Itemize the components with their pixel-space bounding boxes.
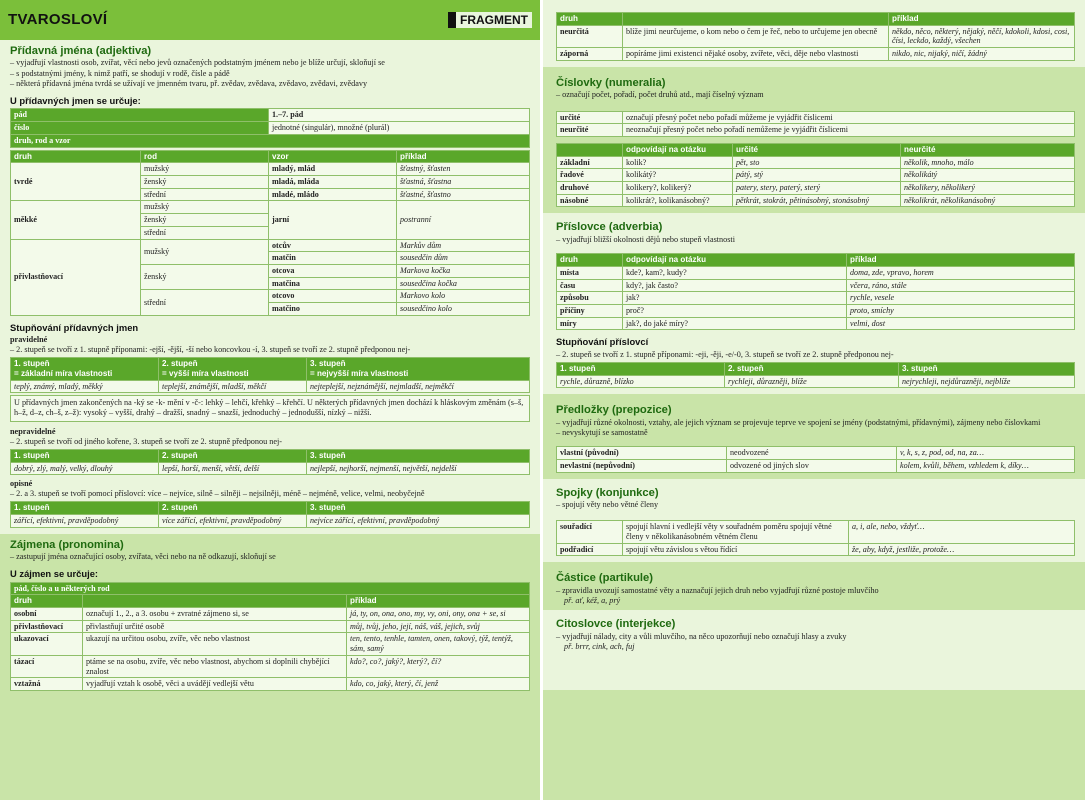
- cell: velmi, dost: [847, 317, 1075, 330]
- cell: neoznačují přesný počet nebo pořadí nemůžeme je vyjádřit číslicemi: [623, 124, 1075, 137]
- adj-determ-table: [10, 108, 530, 147]
- cell: střední: [141, 188, 269, 201]
- page-title: TVAROSLOVÍ: [8, 11, 108, 28]
- part-desc: – zpravidla uvozují samostatné věty a naznačují jejich druh nebo vyjadřují různé postoje mluvčího: [556, 585, 879, 595]
- th: neurčité: [901, 143, 1075, 156]
- cell: Markův dům: [397, 239, 530, 252]
- cell: včera, ráno, stále: [847, 279, 1075, 292]
- header-bar: [0, 0, 540, 40]
- adj-desc-2: – s podstatnými jmény, k nimž patří, se shodují v rodě, čísle a pádě: [10, 68, 230, 78]
- cell: sousedčin dům: [397, 252, 530, 265]
- cell: můj, tvůj, jeho, její, náš, váš, jejich, svůj: [347, 620, 530, 633]
- adj-step-table: [10, 357, 530, 393]
- cell: osobní: [11, 608, 83, 621]
- cell: číslo: [11, 122, 269, 135]
- conj-title: Spojky (konjunkce): [556, 486, 659, 499]
- cell: neurčité: [557, 124, 623, 137]
- conj-table: [556, 520, 1075, 556]
- interjections-section: [543, 610, 1085, 690]
- th: určité: [733, 143, 901, 156]
- cell: ženský: [141, 175, 269, 188]
- interj-title: Citoslovce (interjekce): [556, 618, 676, 631]
- cell: postranní: [397, 201, 530, 239]
- adj-prav: pravidelné: [10, 335, 48, 344]
- num-def-table: [556, 111, 1075, 137]
- cell: neodvozené: [727, 447, 897, 460]
- cell: míry: [557, 317, 623, 330]
- cell: příčiny: [557, 304, 623, 317]
- cell: kolikátý?: [623, 169, 733, 182]
- cell: druh, rod a vzor: [11, 134, 530, 147]
- cell: jak?: [623, 292, 847, 305]
- adj-prav-desc: – 2. stupeň se tvoří z 1. stupně příponami: -ejší, -ější, -ší nebo koncovkou -í, 3. stupeň se tvoří ze 2. stupně předponou nej-: [10, 344, 411, 354]
- cell: rychle, důrazně, blízko: [557, 375, 725, 388]
- cell: měkké: [11, 201, 141, 239]
- th: = vyšší míra vlastnosti: [162, 368, 249, 378]
- th: rod: [141, 150, 269, 163]
- adverbs-section: [543, 213, 1085, 394]
- cell: matčino: [269, 303, 397, 316]
- right-column: [543, 0, 1085, 800]
- adj-desc-1: – vyjadřují vlastnosti osob, zvířat, věcí nebo jevů označených podstatným jménem nebo je blíže určují, skloňují se: [10, 58, 385, 68]
- cell: nejrychleji, nejdůrazněji, nejblíže: [899, 375, 1075, 388]
- particles-section: [543, 562, 1085, 610]
- th: druh: [557, 254, 623, 267]
- th: druh: [557, 13, 623, 26]
- cell: 1.–7. pád: [269, 109, 530, 122]
- cell: několikátý: [901, 169, 1075, 182]
- cell: sousedčina kočka: [397, 277, 530, 290]
- th: 1. stupeň: [11, 502, 159, 515]
- interj-desc: – vyjadřují nálady, city a vůli mluvčího, na něco upozorňují nebo označují hlasy a zvuky: [556, 631, 847, 641]
- cell: přivlastňovací: [11, 620, 83, 633]
- cell: času: [557, 279, 623, 292]
- cell: blíže jimi neurčujeme, o kom nebo o čem je řeč, nebo to určujeme jen obecně: [623, 25, 889, 47]
- th: 3. stupeň: [899, 362, 1075, 375]
- cell: kdo?, co?, jaký?, který?, čí?: [347, 655, 530, 677]
- th: 3. stupeň: [307, 449, 530, 462]
- th: druh: [11, 595, 83, 608]
- cell: ukazovací: [11, 633, 83, 655]
- fragment-logo: FRAGMENT: [448, 12, 532, 28]
- cell: kolikrát?, kolikanásobný?: [623, 194, 733, 207]
- cell: v, k, s, z, pod, od, na, za…: [897, 447, 1075, 460]
- cell: podřadicí: [557, 543, 623, 556]
- cell: souřadící: [557, 521, 623, 543]
- pronouns-section: [0, 534, 540, 697]
- pron-table: [10, 582, 530, 691]
- cell: vlastní (původní): [557, 447, 727, 460]
- cell: jarní: [269, 201, 397, 239]
- pron-title: Zájmena (pronomina): [10, 538, 124, 551]
- th: 2. stupeň: [159, 502, 307, 515]
- num-desc: – označují počet, pořadí, počet druhů atd., mají číselný význam: [556, 90, 764, 100]
- cell: kolik?: [623, 156, 733, 169]
- cell: proto, smíchy: [847, 304, 1075, 317]
- pronouns-continued: [543, 0, 1085, 67]
- cell: kde?, kam?, kudy?: [623, 266, 847, 279]
- cell: teplý, známý, mladý, měkký: [11, 380, 159, 393]
- cell: nejlepší, nejhorší, nejmenší, největší, nejdelší: [307, 462, 530, 475]
- adv-table: [556, 253, 1075, 330]
- adjectives-section: [0, 40, 540, 534]
- adv-title: Příslovce (adverbia): [556, 221, 663, 234]
- adv-step-table: [556, 362, 1075, 388]
- th: 3. stupeň: [307, 502, 530, 515]
- prep-desc-1: – vyjadřují různé okolnosti, vztahy, ale jejich význam se projevuje teprve ve spojení se jmény (podstatnými, přídavnými), zájmeny nebo číslovkami: [556, 417, 1041, 427]
- cell: místa: [557, 266, 623, 279]
- th: 3. stupeň: [310, 359, 346, 369]
- cell: přivlastňují určité osobě: [83, 620, 347, 633]
- cell: pátý, stý: [733, 169, 901, 182]
- cell: kdo, co, jaký, který, čí, jenž: [347, 678, 530, 691]
- conjunctions-section: [543, 479, 1085, 563]
- cell: dobrý, zlý, malý, velký, dlouhý: [11, 462, 159, 475]
- cell: neurčitá: [557, 25, 623, 47]
- cell: vztažná: [11, 678, 83, 691]
- cell: pád: [11, 109, 269, 122]
- adj-types-table: [10, 150, 530, 316]
- numerals-section: [543, 67, 1085, 214]
- conj-desc: – spojují věty nebo větné členy: [556, 500, 659, 510]
- cell: popíráme jimi existenci nějaké osoby, zvířete, věci, děje nebo vlastnosti: [623, 48, 889, 61]
- cell: otcova: [269, 264, 397, 277]
- adj-neprav-desc: – 2. stupeň se tvoří od jiného kořene, 3. stupeň se tvoří ze 2. stupně předponou nej-: [10, 436, 282, 446]
- th: odpovídají na otázku: [623, 143, 733, 156]
- cell: mladé, mládo: [269, 188, 397, 201]
- th: [557, 143, 623, 156]
- cell: spojují hlavní i vedlejší věty v souřadném poměru spojují větné členy v několikanásobném větném členu: [623, 521, 849, 543]
- th: odpovídají na otázku: [623, 254, 847, 267]
- cell: šťastné, šťastno: [397, 188, 530, 201]
- cell: označují přesný počet nebo pořadí můžeme je vyjádřit číslicemi: [623, 111, 1075, 124]
- cell: patery, stery, paterý, sterý: [733, 182, 901, 195]
- th: příklad: [397, 150, 530, 163]
- th: příklad: [347, 595, 530, 608]
- cell: několik, mnoho, málo: [901, 156, 1075, 169]
- cell: někdo, něco, některý, nějaký, něčí, kdokoli, kdosi, cosi, čísi, leckdo, každý, všechen: [889, 25, 1075, 47]
- adv-step-title: Stupňování příslovcí: [556, 336, 649, 348]
- cell: střední: [141, 226, 269, 239]
- cell: jednotné (singulár), množné (plurál): [269, 122, 530, 135]
- cell: že, aby, když, jestliže, protože…: [849, 543, 1075, 556]
- cell: ukazují na určitou osobu, zvíře, věc nebo vlastnost: [83, 633, 347, 655]
- interj-example: př. brrr, cink, ach, fuj: [564, 642, 635, 652]
- cell: otcův: [269, 239, 397, 252]
- cell: matčina: [269, 277, 397, 290]
- th: 1. stupeň: [14, 359, 50, 369]
- cell: tázací: [11, 655, 83, 677]
- adj-opis: opisné: [10, 479, 33, 489]
- cell: lepší, horší, menší, větší, delší: [159, 462, 307, 475]
- cell: ten, tento, tenhle, tamten, onen, takový, týž, tentýž, sám, samý: [347, 633, 530, 655]
- cell: mužský: [141, 163, 269, 176]
- adj-irregular-table: [10, 449, 530, 475]
- cell: určité: [557, 111, 623, 124]
- cell: teplejší, známější, mladší, měkčí: [159, 380, 307, 393]
- cell: šťastná, šťastna: [397, 175, 530, 188]
- pron-cont-table: [556, 12, 1075, 61]
- th: 2. stupeň: [162, 359, 198, 369]
- adv-desc: – vyjadřují bližší okolnosti dějů nebo stupeň vlastnosti: [556, 234, 735, 244]
- cell: mladý, mlád: [269, 163, 397, 176]
- cell: kolem, kvůli, během, vzhledem k, díky…: [897, 459, 1075, 472]
- th: vzor: [269, 150, 397, 163]
- cell: mladá, mláda: [269, 175, 397, 188]
- adj-neprav: nepravidelné: [10, 426, 56, 436]
- cell: ženský: [141, 214, 269, 227]
- cell: násobné: [557, 194, 623, 207]
- cell: mužský: [141, 201, 269, 214]
- cell: otcovo: [269, 290, 397, 303]
- adj-desc-3: – některá přídavná jména tvrdá se užívají ve jmenném tvaru, př. zvědav, zvědava, zvědavo, zvědavi, zvědavy: [10, 78, 368, 88]
- cell: nikdo, nic, nijaký, ničí, žádný: [889, 48, 1075, 61]
- adj-step-title: Stupňování přídavných jmen: [10, 321, 139, 333]
- adj-note: U přídavných jmen zakončených na -ký se -k- mění v -č-: lehký – lehčí, křehký – křehčí. U některých přídavných jmen dochází k hláskovým změnám (s–š, h–ž, d–z, ch–š, z–ž): vysoký – vyšší, drahý – dražší, snadný – snazší, jednoduchý – jednodušší, nízký – nižší.: [10, 395, 530, 422]
- cell: záporná: [557, 48, 623, 61]
- part-example: př. ať, kéž, a, prý: [564, 596, 621, 606]
- cell: nevlastní (nepůvodní): [557, 459, 727, 472]
- cell: jak?, do jaké míry?: [623, 317, 847, 330]
- cell: šťastný, šťasten: [397, 163, 530, 176]
- prep-desc-2: – nevyskytují se samostatně: [556, 427, 648, 437]
- cell: rychle, vesele: [847, 292, 1075, 305]
- pron-desc: – zastupují jména označující osoby, zvířata, věci nebo na ně odkazují, skloňují se: [10, 552, 276, 562]
- cell: odvozené od jiných slov: [727, 459, 897, 472]
- cell: označují 1., 2., a 3. osobu + zvratné zájmeno si, se: [83, 608, 347, 621]
- cell: způsobu: [557, 292, 623, 305]
- th: 1. stupeň: [557, 362, 725, 375]
- num-table: [556, 143, 1075, 208]
- adj-title: Přídavná jména (adjektiva): [10, 45, 152, 57]
- cell: kdy?, jak často?: [623, 279, 847, 292]
- cell: několikery, několikerý: [901, 182, 1075, 195]
- adj-periphrastic-table: [10, 501, 530, 527]
- th: druh: [11, 150, 141, 163]
- th: 2. stupeň: [159, 449, 307, 462]
- cell: pět, sto: [733, 156, 901, 169]
- adj-determ: U přídavných jmen se určuje:: [10, 95, 141, 107]
- cell: zářící, efektivní, pravděpodobný: [11, 515, 159, 528]
- cell: střední: [141, 290, 269, 315]
- th: 2. stupeň: [725, 362, 899, 375]
- cell: spojují větu závislou s větou řídící: [623, 543, 849, 556]
- prep-table: [556, 446, 1075, 472]
- cell: a, i, ale, nebo, vždyť…: [849, 521, 1075, 543]
- th: příklad: [889, 13, 1075, 26]
- num-title: Číslovky (numeralia): [556, 76, 666, 89]
- cell: kolikery?, kolikerý?: [623, 182, 733, 195]
- cell: tvrdé: [11, 163, 141, 201]
- cell: ptáme se na osobu, zvíře, věc nebo vlastnost, abychom si doplnili chybějící znalost: [83, 655, 347, 677]
- th: = základní míra vlastnosti: [14, 368, 113, 378]
- cell: Markova kočka: [397, 264, 530, 277]
- prepositions-section: [543, 394, 1085, 478]
- cell: pětkrát, stokrát, pětinásobný, stonásobný: [733, 194, 901, 207]
- cell: mužský: [141, 239, 269, 264]
- cell: více zářící, efektivní, pravděpodobný: [159, 515, 307, 528]
- cell: přivlastňovací: [11, 239, 141, 315]
- cell: několikrát, několikanásobný: [901, 194, 1075, 207]
- cell: druhové: [557, 182, 623, 195]
- adj-opis-desc: – 2. a 3. stupeň se tvoří pomocí příslovcí: více – nejvíce, silně – silněji – nejsilněji, méně – nejméně, velice, velmi, neobyčejně: [10, 489, 425, 499]
- cell: ženský: [141, 264, 269, 289]
- cell: matčin: [269, 252, 397, 265]
- cell: sousedčino kolo: [397, 303, 530, 316]
- pron-determ: U zájmen se určuje:: [10, 568, 99, 580]
- cell: nejteplejší, nejznámější, nejmladší, nejměkčí: [307, 380, 530, 393]
- th: 1. stupeň: [11, 449, 159, 462]
- th: = nejvyšší míra vlastnosti: [310, 368, 409, 378]
- cell: nejvíce zářící, efektivní, pravděpodobný: [307, 515, 530, 528]
- part-title: Částice (partikule): [556, 572, 653, 585]
- th: příklad: [847, 254, 1075, 267]
- cell: já, ty, on, ona, ono, my, vy, oni, ony, ona + se, si: [347, 608, 530, 621]
- cell: Markovo kolo: [397, 290, 530, 303]
- prep-title: Předložky (prepozice): [556, 404, 672, 417]
- cell: proč?: [623, 304, 847, 317]
- cell: základní: [557, 156, 623, 169]
- cell: rychleji, důrazněji, blíže: [725, 375, 899, 388]
- cell: pád, číslo a u některých rod: [11, 582, 530, 595]
- cell: doma, zde, vpravo, horem: [847, 266, 1075, 279]
- cell: řadové: [557, 169, 623, 182]
- adv-step-desc: – 2. stupeň se tvoří z 1. stupně příponami: -eji, -ěji, -e/-0, 3. stupeň se tvoří ze 2. stupně předponou nej-: [556, 349, 894, 359]
- cell: vyjadřují vztah k osobě, věci a uvádějí vedlejší větu: [83, 678, 347, 691]
